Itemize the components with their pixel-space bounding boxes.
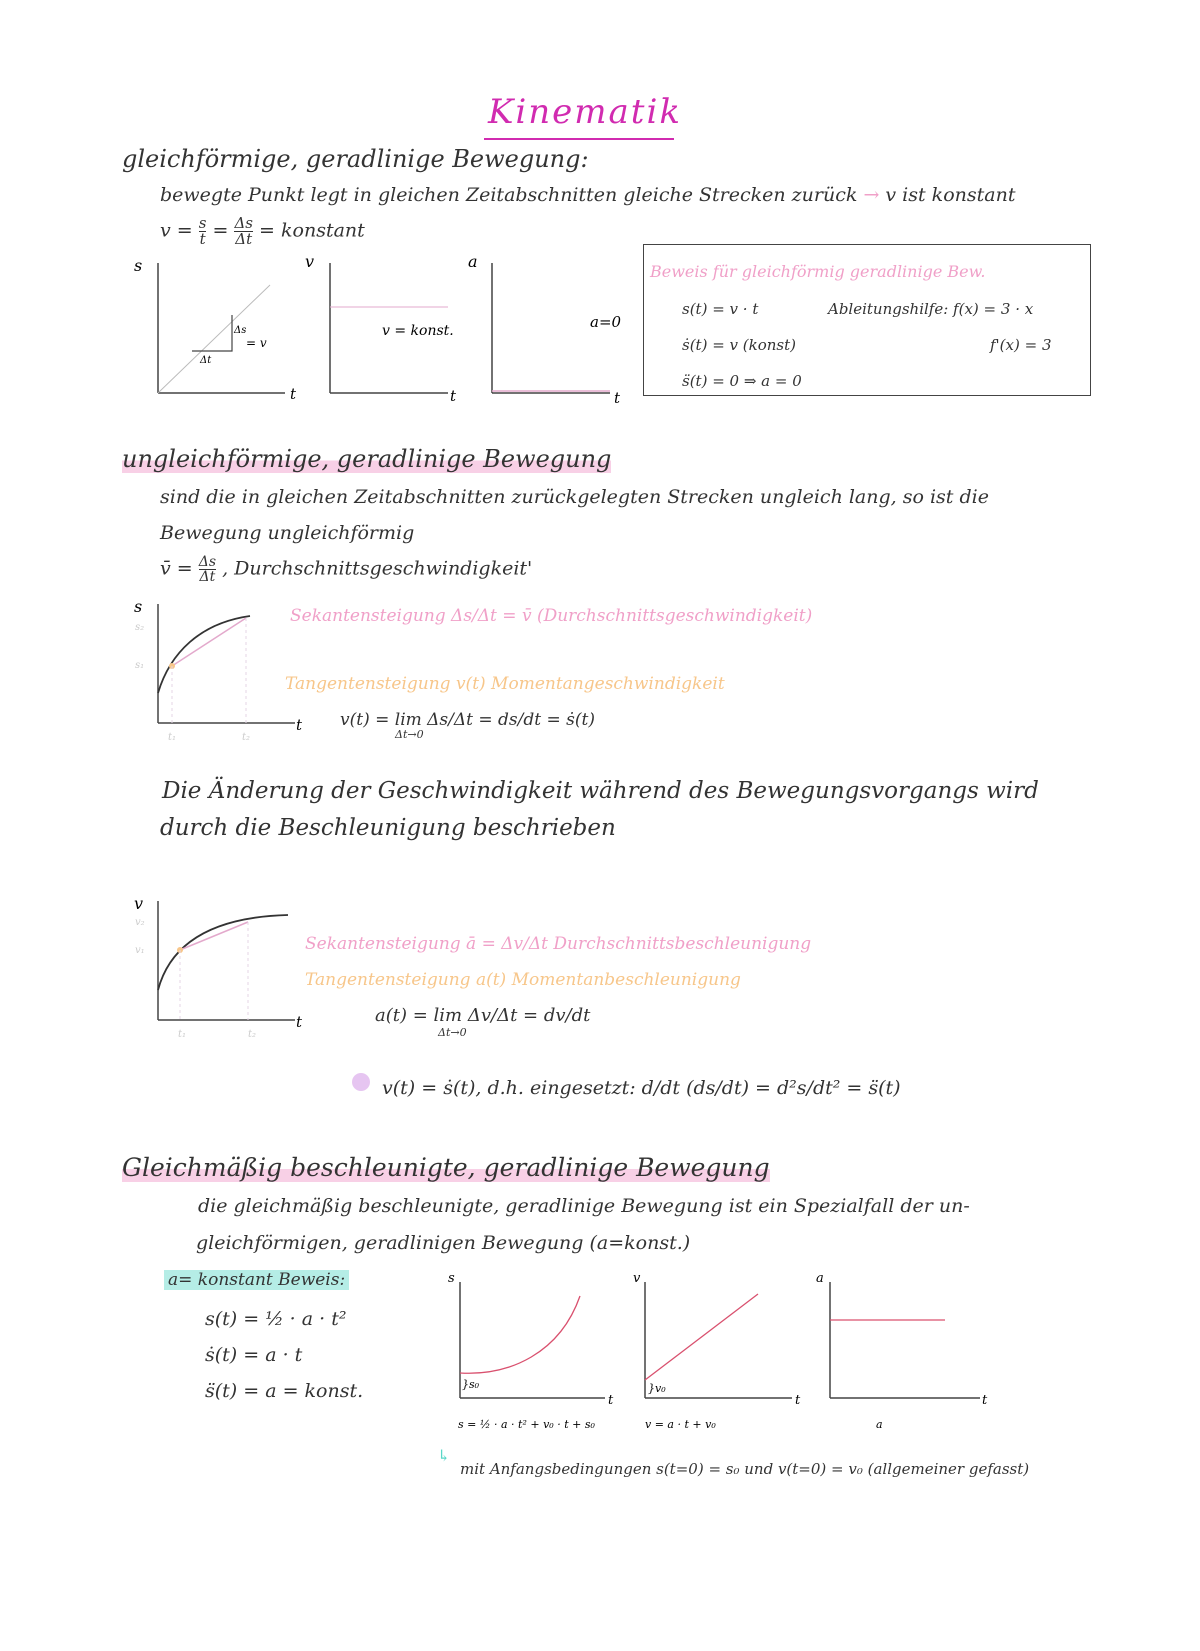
axis-label-t: t [614, 389, 621, 405]
v-konst-label: v = konst. [382, 323, 454, 339]
section1-text: bewegte Punkt legt in gleichen Zeitabschnitten gleiche Strecken zurück [160, 184, 858, 206]
v-label: = v [246, 336, 267, 350]
limit-formula: v(t) = lim Δs/Δt = ds/dt = ṡ(t) [340, 710, 595, 730]
graph-v-t [305, 255, 457, 405]
axis-label-t: t [296, 1013, 303, 1031]
section2-line2: Bewegung ungleichförmig [160, 522, 415, 544]
frac-num: Δs [234, 214, 253, 232]
delta-s-label: Δs [234, 325, 247, 336]
statement-line1: Die Änderung der Geschwindigkeit während des Bewegungsvorgangs wird [162, 778, 1039, 804]
proof3-line1: s(t) = ½ · a · t² [205, 1308, 347, 1330]
section2-heading-text: ungleichförmige, geradlinige Bewegung [122, 445, 612, 473]
s-caption: s = ½ · a · t² + v₀ · t + s₀ [458, 1418, 595, 1431]
delta-t-label: Δt [200, 355, 212, 366]
graph-a-t [468, 255, 622, 405]
proof-line2: ṡ(t) = v (konst) [682, 336, 796, 354]
section3-heading [122, 1153, 770, 1182]
proof-line3: s̈(t) = 0 ⇒ a = 0 [682, 372, 802, 390]
fraction-s-t [199, 216, 207, 247]
axis-label-t: t [450, 387, 457, 405]
formula-eq: = [212, 219, 229, 242]
section3-line1: die gleichmäßig beschleunigte, geradlinige Bewegung ist ein Spezialfall der un- [198, 1195, 970, 1217]
axis-label-a: a [816, 1271, 824, 1286]
proof-line1: s(t) = v · t [682, 300, 759, 318]
t1-label: t₁ [178, 1029, 187, 1040]
graph-s-t-nonuniform [130, 598, 310, 748]
v-caption: v = a · t + v₀ [645, 1418, 716, 1431]
proof-label [164, 1270, 349, 1290]
section1-graphs [130, 255, 630, 405]
arrow-icon: → [863, 184, 880, 206]
proof3-line2: ṡ(t) = a · t [205, 1344, 303, 1366]
section3-heading-text: Gleichmäßig beschleunigte, geradlinige Bewegung [122, 1153, 770, 1182]
proof-line2-right: f'(x) = 3 [990, 336, 1052, 354]
s2-label: s₂ [135, 622, 145, 633]
axis-label-t: t [982, 1393, 988, 1408]
section1-formula [160, 216, 365, 247]
a-zero-label: a=0 [590, 313, 622, 331]
axis-label-a: a [468, 255, 478, 271]
formula-vbar: v̄ = [160, 557, 193, 580]
proof-label-text: a= konstant Beweis: [164, 1270, 349, 1290]
graph-v-line [633, 1271, 801, 1431]
t2-label: t₂ [242, 732, 251, 743]
section2-heading [122, 445, 611, 473]
bullet-dot-icon [352, 1073, 370, 1091]
sekante2-text: Sekantensteigung ā = Δv/Δt Durchschnittsbeschleunigung [305, 934, 812, 954]
axis-label-t: t [290, 385, 297, 403]
t2-label: t₂ [248, 1029, 257, 1040]
tangente-text: Tangentensteigung v(t) Momentangeschwindigkeit [285, 674, 725, 694]
section2-formula [160, 555, 532, 584]
axis-label-v: v [305, 255, 315, 271]
frac-num: s [198, 214, 207, 232]
section1-text-end: v ist konstant [885, 184, 1016, 206]
proof-title: Beweis für gleichförmig geradlinige Bew. [650, 262, 986, 281]
v1-label: v₁ [135, 945, 145, 956]
frac-num: Δs [198, 554, 217, 570]
s1-label: s₁ [135, 660, 145, 671]
limit2-formula: a(t) = lim Δv/Δt = dv/dt [375, 1005, 591, 1026]
frac-den: Δt [199, 569, 216, 585]
section1-line1 [160, 184, 1015, 206]
section1-heading: gleichförmige, geradlinige Bewegung: [122, 145, 589, 173]
limit-sub: Δt→0 [395, 728, 424, 741]
statement-line2: durch die Beschleunigung beschrieben [160, 815, 616, 841]
graph-v-t-nonuniform [130, 895, 310, 1045]
graph-a-const [816, 1271, 988, 1431]
page-title: Kinematik [488, 92, 682, 132]
axis-label-t: t [608, 1393, 614, 1408]
axis-label-s: s [448, 1271, 455, 1286]
a-caption: a [876, 1418, 883, 1431]
proof3-line3: s̈(t) = a = konst. [205, 1380, 364, 1402]
axis-label-v: v [134, 895, 144, 913]
frac-den: t [199, 230, 206, 248]
frac-den: Δt [235, 230, 253, 248]
section3-graphs [440, 1268, 1000, 1438]
axis-label-s: s [134, 598, 143, 616]
v0-label: }v₀ [648, 1382, 666, 1395]
formula-v: v = [160, 219, 193, 242]
fraction-ds-dt [199, 555, 216, 584]
axis-label-v: v [633, 1271, 641, 1286]
limit2-sub: Δt→0 [438, 1026, 467, 1039]
sekante-text: Sekantensteigung Δs/Δt = v̄ (Durchschnittsgeschwindigkeit) [290, 606, 813, 626]
t1-label: t₁ [168, 732, 177, 743]
axis-label-t: t [795, 1393, 801, 1408]
graph-s-t [134, 256, 297, 403]
title-underline [484, 138, 674, 140]
axis-label-s: s [134, 256, 143, 275]
formula-end: = konstant [259, 219, 365, 242]
section2-line1: sind die in gleichen Zeitabschnitten zurückgelegten Strecken ungleich lang, so ist die [160, 486, 989, 508]
footer-arrow-icon: ↳ [437, 1446, 451, 1465]
proof-line1-right: Ableitungshilfe: f(x) = 3 · x [828, 300, 1034, 318]
footer-line: mit Anfangsbedingungen s(t=0) = s₀ und v(t=0) = v₀ (allgemeiner gefasst) [460, 1460, 1030, 1478]
section3-line2: gleichförmigen, geradlinigen Bewegung (a=konst.) [196, 1232, 691, 1254]
v2-label: v₂ [135, 917, 145, 928]
axis-label-t: t [296, 716, 303, 734]
fraction-ds-dt [234, 216, 253, 247]
tangente2-text: Tangentensteigung a(t) Momentanbeschleunigung [305, 970, 741, 990]
formula-end: , Durchschnittsgeschwindigkeit' [222, 557, 533, 580]
graph-s-parabola [448, 1271, 614, 1431]
derivation-line: v(t) = ṡ(t), d.h. eingesetzt: d/dt (ds/dt) = d²s/dt² = s̈(t) [382, 1077, 901, 1099]
s0-label: }s₀ [462, 1378, 480, 1391]
